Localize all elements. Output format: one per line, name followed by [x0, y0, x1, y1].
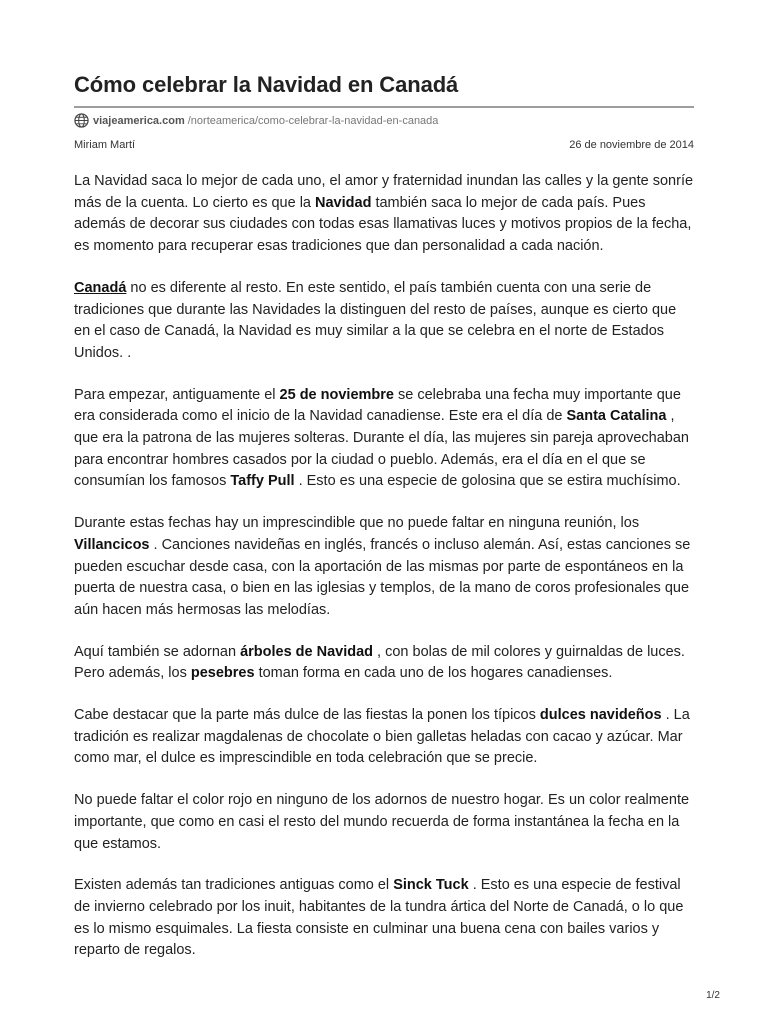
- globe-icon: [74, 113, 89, 128]
- paragraph-text: Para empezar, antiguamente el: [74, 386, 280, 403]
- paragraph: [74, 278, 694, 365]
- paragraph-text: . Canciones navideñas en inglés, francés o incluso alemán. Así, estas canciones se pueden escuchar desde casa, con la aportación de las mismas por parte de espontáneos en la puerta de nuestra casa, o bien en las iglesias y templos, de la mano de coros profesionales que aún hacen más hermosas las melodías.: [74, 536, 691, 618]
- paragraph: [74, 875, 694, 962]
- source-path: /norteamerica/como-celebrar-la-navidad-en-canada: [187, 114, 439, 127]
- paragraph-text: , que era la patrona de las mujeres solteras. Durante el día, las mujeres sin pareja aprovechaban para encontrar hombres casados por la ciudad o pueblo. Además, era el día en el que se consumían los famosos: [74, 408, 689, 490]
- bold-term: Santa Catalina: [566, 408, 667, 425]
- paragraph-text: , con bolas de mil colores y guirnaldas de luces. Pero además, los: [74, 643, 685, 682]
- paragraph-text: Cabe destacar que la parte más dulce de las fiestas la ponen los típicos: [74, 707, 540, 724]
- bold-term: pesebres: [190, 665, 255, 682]
- page-number: 1/2: [706, 990, 720, 1001]
- article-meta: [74, 139, 694, 151]
- paragraph: [74, 642, 694, 685]
- publish-date: 26 de noviembre de 2014: [569, 139, 694, 151]
- paragraph: [74, 790, 694, 855]
- source-url: [74, 113, 438, 128]
- bold-term: Sinck Tuck: [393, 877, 469, 894]
- paragraph-text: toman forma en cada uno de los hogares canadienses.: [254, 665, 613, 682]
- bold-term: Navidad: [315, 194, 372, 211]
- paragraph: [74, 513, 694, 622]
- paragraph-text: . La tradición es realizar magdalenas de chocolate o bien galletas heladas con cacao y azúcar. Mar como mar, el dulce es imprescindible en toda celebración que se precie.: [74, 707, 690, 767]
- source-domain[interactable]: viajeamerica.com: [93, 114, 185, 127]
- page-title: Cómo celebrar la Navidad en Canadá: [74, 72, 459, 97]
- bold-term: Villancicos: [74, 536, 150, 553]
- paragraph-text: . Esto es una especie de golosina que se estira muchísimo.: [294, 473, 681, 490]
- title-divider: [74, 106, 694, 108]
- article-body: [74, 171, 694, 982]
- bold-term: 25 de noviembre: [279, 386, 394, 403]
- paragraph: [74, 385, 694, 494]
- paragraph-text: Durante estas fechas hay un imprescindible que no puede faltar en ninguna reunión, los: [74, 515, 640, 532]
- paragraph-text: Existen además tan tradiciones antiguas como el: [74, 877, 394, 894]
- bold-term: árboles de Navidad: [240, 643, 374, 660]
- paragraph-text: también saca lo mejor de cada país. Pues además de decorar sus ciudades con todas esas llamativas luces y motivos propios de la fecha, es momento para recuperar esas tradiciones que dan personalidad a cada nación.: [74, 194, 692, 255]
- paragraph: [74, 171, 694, 258]
- paragraph-text: No puede faltar el color rojo en ninguno de los adornos de nuestro hogar. Es un color realmente importante, que como en casi el resto del mundo recuerda de forma instantánea la fecha en la que estamos.: [74, 792, 690, 852]
- paragraph-text: . Esto es una especie de festival de invierno celebrado por los inuit, habitantes de la tundra ártica del Norte de Canadá, o lo que es lo mismo esquimales. La fiesta consiste en culminar una buena cena con bailes varios y reparto de regalos.: [74, 877, 684, 959]
- bold-term: Taffy Pull: [230, 473, 295, 490]
- paragraph-text: se celebraba una fecha muy importante que era considerada como el inicio de la Navidad canadiense. Este era el día de: [74, 386, 681, 425]
- paragraph: [74, 705, 694, 770]
- author: Miriam Martí: [74, 139, 136, 151]
- bold-term: dulces navideños: [539, 707, 662, 724]
- paragraph-text: Aquí también se adornan: [74, 643, 241, 660]
- paragraph-text: no es diferente al resto. En este sentido, el país también cuenta con una serie de tradiciones que durante las Navidades la distinguen del resto de países, aunque es cierto que en el caso de Canadá, la Navidad es muy similar a la que se celebra en el norte de Estados Unidos. .: [74, 279, 677, 361]
- inline-link[interactable]: Canadá: [74, 279, 127, 296]
- paragraph-text: La Navidad saca lo mejor de cada uno, el amor y fraternidad inundan las calles y la gente sonríe más de la cuenta. Lo cierto es que la: [74, 173, 694, 211]
